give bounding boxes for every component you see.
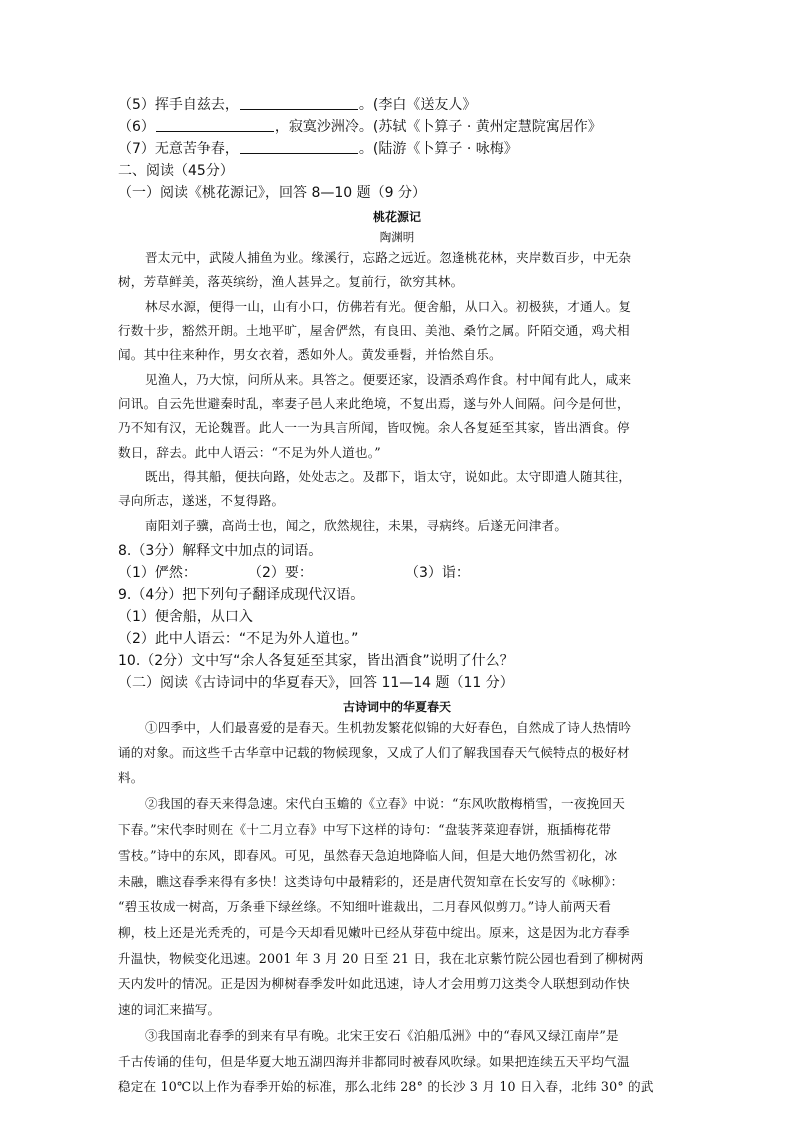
question-8-item-2: （2）要： [248, 565, 313, 581]
part2-heading: （二）阅读《古诗词中的华夏春天》，回答 11—14 题（11 分） [118, 675, 514, 691]
text-line: 诵的对象。而这些千古华章中记载的物候现象，又成了人们了解我国春天气候特点的极好材 [118, 745, 630, 760]
question-9-item-1: （1）便舍船，从口入 [118, 609, 253, 625]
text-line: 未融，瞧这春季来得有多快！这类诗句中最精彩的，还是唐代贺知章在长安写的《咏柳》： [118, 874, 624, 889]
text-line: 下春。”宋代李时则在《十二月立春》中写下这样的诗句：“盘装荠菜迎春饼，瓶插梅花带 [118, 822, 612, 837]
fill-in-item-7: （7）无意苦争春， 。(陆游《卜算子 · 咏梅》 [118, 141, 518, 157]
text-line: “碧玉妆成一树高，万条垂下绿丝绦。不知细叶谁裁出，二月春风似剪刀。”诗人前两天看 [118, 899, 612, 914]
text-line: 料。 [118, 770, 144, 785]
text-line: 见渔人，乃大惊，问所从来。具答之。便要还家，设酒杀鸡作食。村中闻有此人，咸来 [145, 372, 632, 387]
text-line: ①四季中，人们最喜爱的是春天。生机勃发繁花似锦的大好春色，自然成了诗人热情吟 [145, 720, 632, 735]
text-line: 乃不知有汉，无论魏晋。此人一一为具言所闻，皆叹惋。余人各复延至其家，皆出酒食。停 [118, 420, 630, 435]
text-line: 闻。其中往来种作，男女衣着，悉如外人。黄发垂髫，并怡然自乐。 [118, 347, 502, 362]
article-title: 古诗词中的华夏春天 [342, 700, 451, 714]
text-line: 寻向所志，遂迷，不复得路。 [118, 493, 285, 508]
fill-in-item-5: （5）挥手自兹去， 。(李白《送友人》 [118, 97, 477, 113]
text-line: 晋太元中，武陵人捕鱼为业。缘溪行，忘路之远近。忽逢桃花林，夹岸数百步，中无杂 [145, 250, 632, 265]
text-line: 南阳刘子骥，高尚士也，闻之，欣然规往，未果，寻病终。后遂无问津者。 [145, 518, 568, 533]
text-line: 速的词汇来描写。 [118, 1002, 221, 1017]
essay-title: 桃花源记 [372, 210, 421, 224]
text-line: 雪枝。”诗中的东风，即春风。可见，虽然春天急迫地降临人间，但是大地仍然雪初化，冰 [118, 848, 618, 863]
text-line: 天内发叶的情况。正是因为柳树春季发叶如此迅速，诗人才会用剪刀这类令人联想到动作快 [118, 976, 630, 991]
text-line: ②我国的春天来得急速。宋代白玉蟾的《立春》中说：“东风吹散梅梢雪，一夜挽回天 [145, 796, 626, 811]
essay-author: 陶渊明 [379, 230, 415, 244]
question-8-item-1: （1）俨然： [118, 565, 197, 581]
question-8-item-3: （3）诣： [405, 565, 470, 581]
text-line: 问讯。自云先世避秦时乱，率妻子邑人来此绝境，不复出焉，遂与外人间隔。问今是何世， [118, 396, 630, 411]
answer-blank[interactable] [240, 139, 358, 154]
text-line: 柳，枝上还是光秃秃的，可是今天却看见嫩叶已经从芽苞中绽出。原来，这是因为北方春季 [118, 925, 630, 940]
text-line: 稳定在 10℃以上作为春季开始的标准，那么北纬 28° 的长沙 3 月 10 日入春，北纬 30° 的武 [118, 1079, 654, 1094]
text-line: 既出，得其船，便扶向路，处处志之。及郡下，诣太守，说如此。太守即遣人随其往， [145, 469, 632, 484]
answer-blank[interactable] [240, 95, 358, 110]
fill-in-item-6: （6） ，寂寞沙洲冷。(苏轼《卜算子 · 黄州定慧院寓居作》 [118, 119, 602, 135]
text-line: ③我国南北春季的到来有早有晚。北宋王安石《泊船瓜洲》中的“春风又绿江南岸”是 [145, 1028, 619, 1043]
part1-heading: （一）阅读《桃花源记》，回答 8—10 题（9 分） [118, 185, 426, 201]
question-9: 9.（4分）把下列句子翻译成现代汉语。 [118, 587, 365, 603]
question-9-item-2: （2）此中人语云：“不足为外人道也。” [118, 631, 359, 647]
answer-blank[interactable] [156, 117, 274, 132]
text-line: 升温快，物候变化迅速。2001 年 3 月 20 日至 21 日，我在北京紫竹院公园也看到了柳树两 [118, 951, 644, 966]
question-10: 10.（2分）文中写“余人各复延至其家，皆出酒食”说明了什么？ [118, 653, 514, 669]
text-line: 千古传诵的佳句，但是华夏大地五湖四海并非都同时被春风吹绿。如果把连续五天平均气温 [118, 1054, 630, 1069]
question-8: 8.（3分）解释文中加点的词语。 [118, 543, 323, 559]
text-line: 行数十步，豁然开朗。土地平旷，屋舍俨然，有良田、美池、桑竹之属。阡陌交通，鸡犬相 [118, 323, 630, 338]
text-line: 树，芳草鲜美，落英缤纷，渔人甚异之。复前行，欲穷其林。 [118, 274, 464, 289]
section-heading: 二、阅读（45分） [118, 163, 234, 179]
text-line: 林尽水源，便得一山，山有小口，仿佛若有光。便舍船，从口入。初极狭，才通人。复 [145, 299, 632, 314]
text-line: 数日，辞去。此中人语云：“不足为外人道也。” [118, 445, 381, 460]
